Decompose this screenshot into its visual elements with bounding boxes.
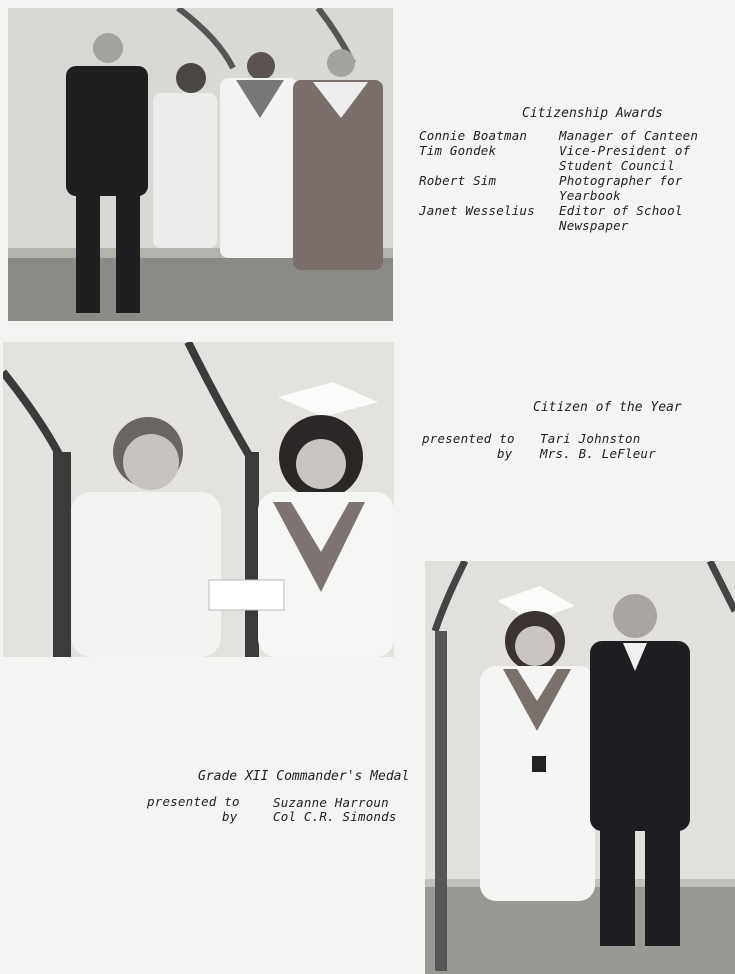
medal-by-value: Col C.R. Simonds <box>273 809 397 824</box>
award-role-line: Student Council <box>559 158 675 173</box>
commanders-medal-photo <box>425 561 735 974</box>
award-row-tim <box>419 143 698 173</box>
citizen-presented-label: presented to <box>422 431 515 446</box>
award-role <box>559 203 683 233</box>
award-role-line: Photographer for <box>559 173 683 188</box>
commanders-medal-heading: Grade XII Commander's Medal <box>198 769 410 784</box>
medal-presented-label: presented to <box>147 794 240 809</box>
award-row-janet <box>419 203 698 233</box>
award-name: Tim Gondek <box>419 143 497 158</box>
award-role-line: Manager of Canteen <box>559 128 699 143</box>
award-name: Connie Boatman <box>419 128 528 143</box>
citizen-by-label: by <box>497 446 513 461</box>
award-role <box>559 128 698 143</box>
citizenship-awards-list <box>419 128 698 233</box>
award-role-line: Vice-President of <box>559 143 691 158</box>
citizen-presented-value: Tari Johnston <box>540 431 641 446</box>
award-role-line: Yearbook <box>559 188 621 203</box>
medal-presented-value: Suzanne Harroun <box>273 795 389 810</box>
award-role <box>559 143 690 173</box>
citizenship-awards-photo <box>8 8 393 321</box>
award-role-line: Newspaper <box>559 218 629 233</box>
award-role-line: Editor of School <box>559 203 683 218</box>
award-row-robert <box>419 173 698 203</box>
award-name: Robert Sim <box>419 173 497 188</box>
citizen-by-value: Mrs. B. LeFleur <box>540 446 656 461</box>
award-role <box>559 173 683 203</box>
citizenship-awards-heading: Citizenship Awards <box>522 106 663 121</box>
citizen-of-year-photo <box>3 342 394 657</box>
citizen-of-year-heading: Citizen of the Year <box>533 400 682 415</box>
medal-by-label: by <box>222 809 238 824</box>
award-name: Janet Wesselius <box>419 203 535 218</box>
award-row-connie <box>419 128 698 143</box>
